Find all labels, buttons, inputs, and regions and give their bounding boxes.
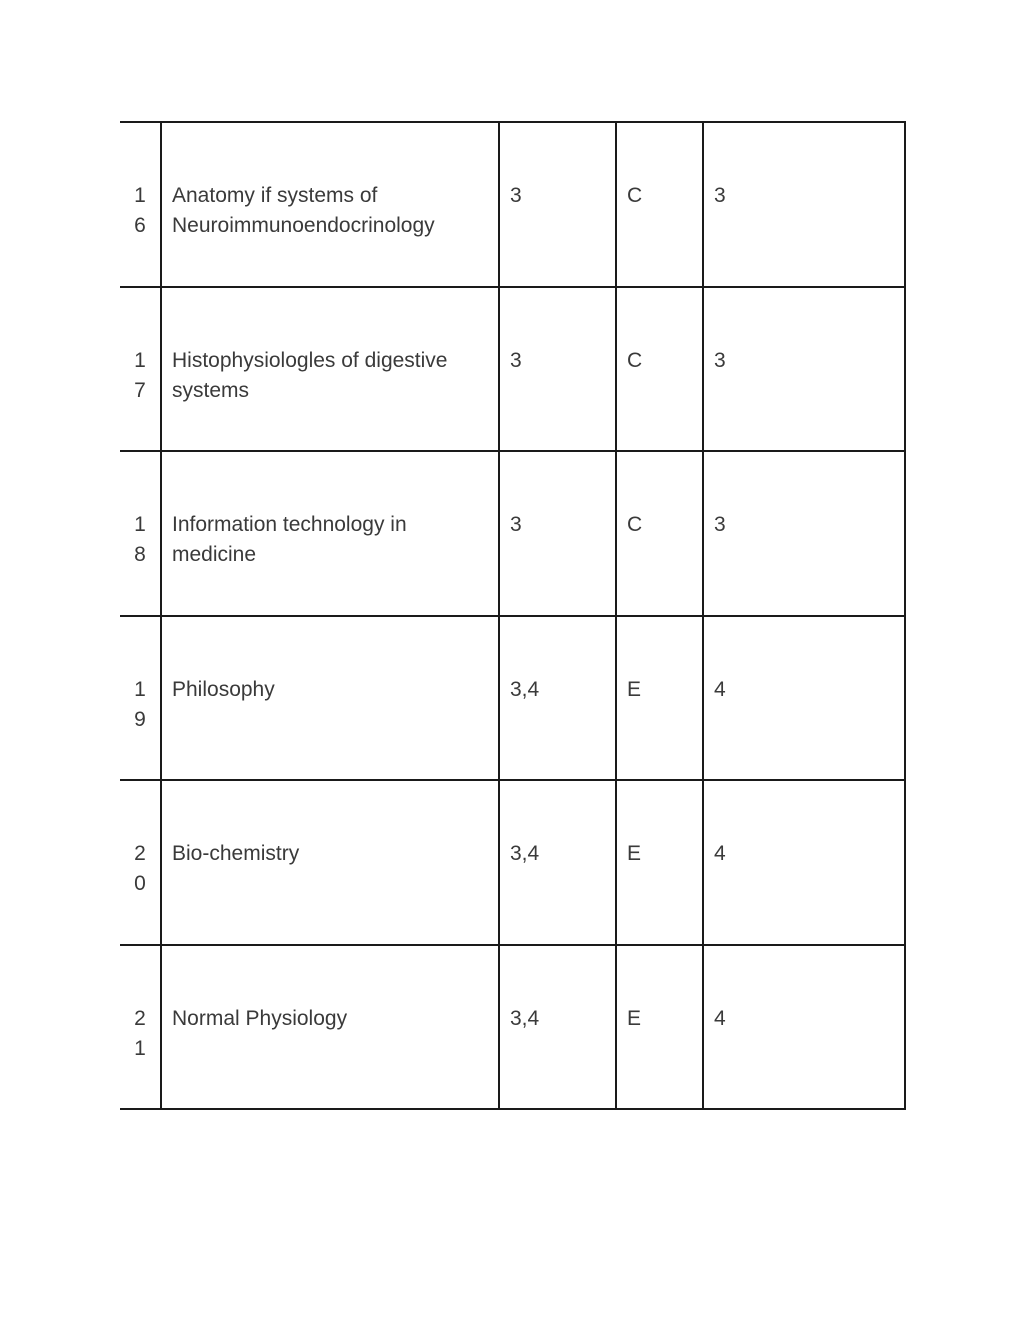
- table-row: [120, 287, 905, 452]
- row-number-digit: 1: [134, 677, 146, 701]
- row-number-digit: 7: [134, 378, 146, 402]
- semester-cell: 3,4: [499, 945, 616, 1110]
- type-cell: C: [616, 287, 703, 452]
- row-number-digit: 0: [134, 872, 146, 895]
- row-number-cell: [120, 780, 161, 945]
- row-number-digit: 2: [134, 1006, 146, 1030]
- row-number-cell: [120, 287, 161, 452]
- row-number-cell: [120, 451, 161, 616]
- subject-cell: Philosophy: [161, 616, 499, 781]
- credits-cell: 4: [703, 945, 905, 1110]
- type-cell: E: [616, 616, 703, 781]
- credits-cell: 4: [703, 780, 905, 945]
- table-row: [120, 451, 905, 616]
- semester-cell: 3: [499, 451, 616, 616]
- row-number-digit: 9: [134, 707, 146, 731]
- type-cell: E: [616, 945, 703, 1110]
- row-number-digit: 1: [134, 1036, 146, 1060]
- type-cell: C: [616, 122, 703, 287]
- row-number-digit: 1: [134, 184, 146, 207]
- subject-cell: Information technology in medicine: [161, 451, 499, 616]
- semester-cell: 3: [499, 122, 616, 287]
- row-number-cell: [120, 945, 161, 1110]
- table-row: [120, 616, 905, 781]
- table-row: [120, 780, 905, 945]
- subject-cell: Bio-chemistry: [161, 780, 499, 945]
- row-number-digit: 2: [134, 842, 146, 865]
- table-row: [120, 945, 905, 1110]
- semester-cell: 3,4: [499, 780, 616, 945]
- semester-cell: 3: [499, 287, 616, 452]
- row-number-digit: 1: [134, 513, 146, 536]
- subject-cell: Normal Physiology: [161, 945, 499, 1110]
- row-number-digit: 6: [134, 214, 146, 237]
- credits-cell: 3: [703, 122, 905, 287]
- row-number-digit: 1: [134, 348, 146, 372]
- credits-cell: 3: [703, 287, 905, 452]
- type-cell: E: [616, 780, 703, 945]
- semester-cell: 3,4: [499, 616, 616, 781]
- row-number-cell: [120, 122, 161, 287]
- subject-cell: Histophysiologles of digestive systems: [161, 287, 499, 452]
- credits-cell: 4: [703, 616, 905, 781]
- row-number-cell: [120, 616, 161, 781]
- type-cell: C: [616, 451, 703, 616]
- credits-cell: 3: [703, 451, 905, 616]
- table-row: [120, 122, 905, 287]
- row-number-digit: 8: [134, 543, 146, 566]
- subject-cell: Anatomy if systems of Neuroimmunoendocrinology: [161, 122, 499, 287]
- curriculum-table: [120, 121, 906, 1110]
